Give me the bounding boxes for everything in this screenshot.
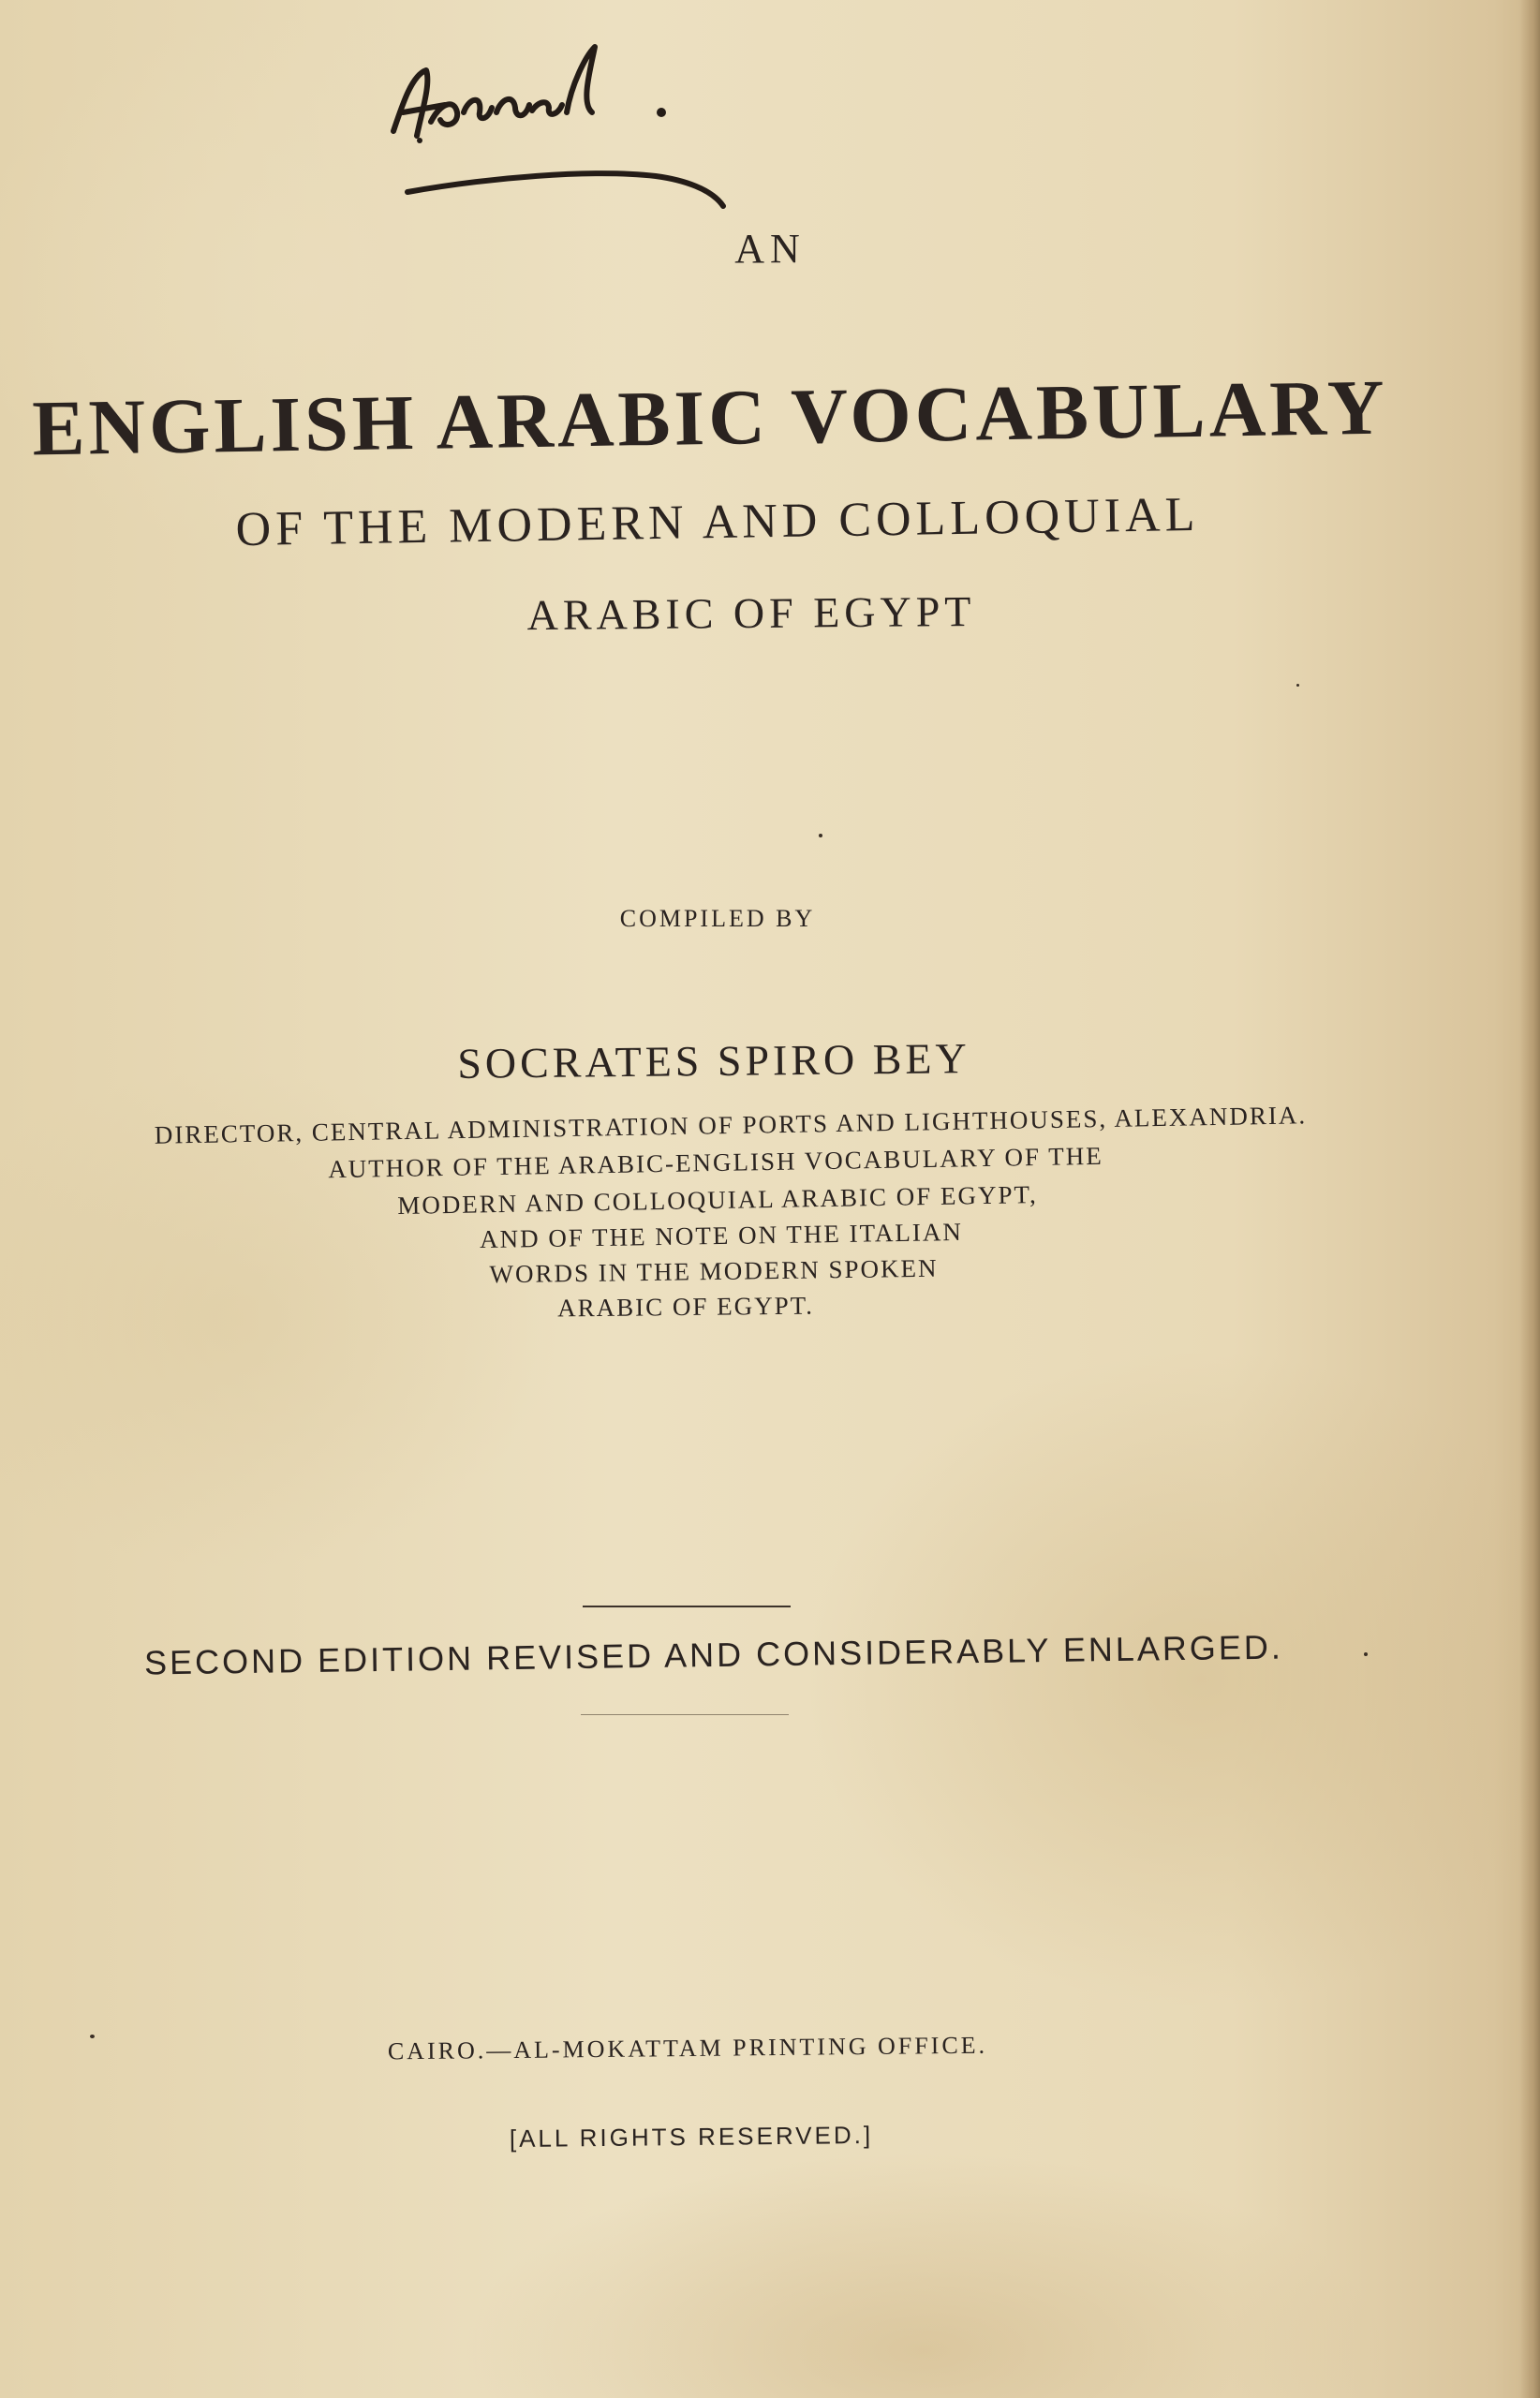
paper-speck [1364, 1652, 1368, 1656]
paper-speck [90, 2035, 95, 2038]
title-article: AN [734, 226, 806, 272]
divider-rule [581, 1714, 789, 1715]
divider-rule [583, 1606, 791, 1607]
edition-statement: SECOND EDITION REVISED AND CONSIDERABLY ENLARGED. [143, 1627, 1284, 1682]
handwritten-signature [375, 19, 731, 225]
author-description-line: AUTHOR OF THE ARABIC-ENGLISH VOCABULARY OF THE [328, 1141, 1103, 1184]
author-description-line: DIRECTOR, CENTRAL ADMINISTRATION OF PORTS AND LIGHTHOUSES, ALEXANDRIA. [154, 1101, 1308, 1149]
rights-notice: [ALL RIGHTS RESERVED.] [509, 2120, 874, 2154]
paper-speck [1296, 684, 1299, 687]
author-description-line: WORDS IN THE MODERN SPOKEN [489, 1253, 939, 1289]
author-description-line: AND OF THE NOTE ON THE ITALIAN [479, 1217, 964, 1254]
author-description-line: ARABIC OF EGYPT. [556, 1291, 815, 1323]
book-title: ENGLISH ARABIC VOCABULARY [31, 363, 1389, 473]
author-name: SOCRATES SPIRO BEY [457, 1034, 970, 1088]
paper-speck [819, 834, 822, 837]
printer-imprint: CAIRO.—AL-MOKATTAM PRINTING OFFICE. [387, 2031, 988, 2065]
page-edge-shadow [1519, 0, 1540, 2398]
subtitle-line-2: ARABIC OF EGYPT [526, 586, 976, 640]
subtitle-line-1: OF THE MODERN AND COLLOQUIAL [235, 487, 1200, 557]
author-description-line: MODERN AND COLLOQUIAL ARABIC OF EGYPT, [397, 1180, 1038, 1220]
compiled-by-label: COMPILED BY [619, 905, 816, 932]
